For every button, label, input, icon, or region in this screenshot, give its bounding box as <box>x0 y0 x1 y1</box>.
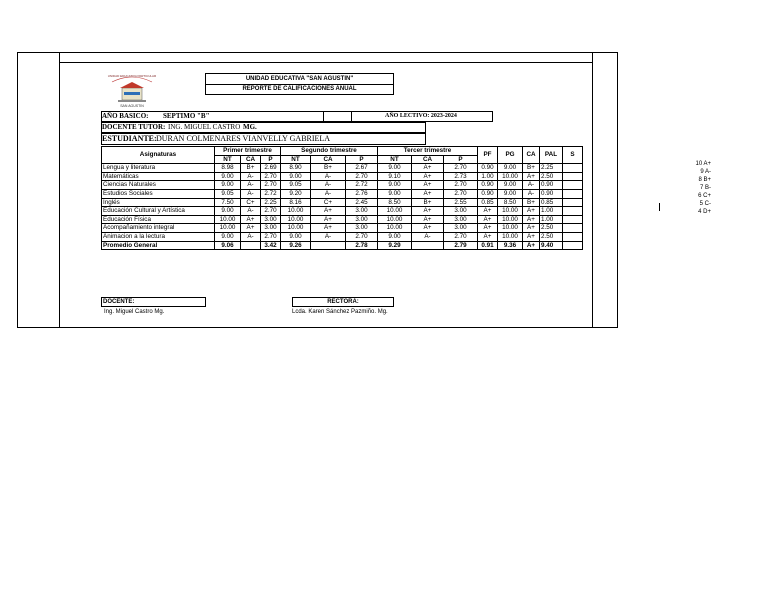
t2-nt-cell: 10.00 <box>281 207 311 216</box>
pf-header: PF <box>478 147 498 164</box>
pal-cell: 2.50 <box>540 232 563 241</box>
t1-nt-cell: 9.06 <box>215 241 241 250</box>
pal-cell: 1.00 <box>540 207 563 216</box>
t2-p-cell: 3.00 <box>346 215 378 224</box>
pf-cell: 0.91 <box>478 241 498 250</box>
pf-cell: 0.90 <box>478 164 498 173</box>
s-cell <box>563 207 583 216</box>
t1-ca-header: CA <box>241 155 261 164</box>
table-row <box>102 189 583 198</box>
t1-p-cell: 3.00 <box>261 224 281 233</box>
t2-nt-cell: 8.16 <box>281 198 311 207</box>
pal-header: PAL <box>540 147 563 164</box>
scale-marker <box>659 203 660 211</box>
t1-p-cell: 2.70 <box>261 232 281 241</box>
t2-p-cell: 2.45 <box>346 198 378 207</box>
t2-ca-cell: A- <box>311 189 346 198</box>
t1-p-cell: 2.72 <box>261 189 281 198</box>
table-row <box>102 172 583 181</box>
t3-nt-cell: 9.10 <box>378 172 412 181</box>
t2-nt-cell: 10.00 <box>281 215 311 224</box>
t2-ca-cell: C+ <box>311 198 346 207</box>
t2-p-cell: 2.67 <box>346 164 378 173</box>
t2-nt-cell: 9.26 <box>281 241 311 250</box>
t3-ca-cell: A- <box>412 232 444 241</box>
t1-nt-cell: 9.00 <box>215 172 241 181</box>
total-row <box>102 241 583 250</box>
t2-ca-cell: A- <box>311 232 346 241</box>
t3-nt-cell: 10.00 <box>378 215 412 224</box>
pg-cell: 10.00 <box>498 224 523 233</box>
t3-nt-cell: 9.00 <box>378 232 412 241</box>
t1-ca-cell: A- <box>241 232 261 241</box>
ca-final-cell: A- <box>523 189 540 198</box>
pal-cell: 0.90 <box>540 189 563 198</box>
scale-item: 7 B- <box>699 185 711 191</box>
subject-cell: Ciencias Naturales <box>102 181 215 190</box>
t2-ca-header: CA <box>311 155 346 164</box>
s-cell <box>563 198 583 207</box>
t1-p-header: P <box>261 155 281 164</box>
logo-text-top: UNIDAD EDUCATIVA PARTICULAR <box>107 74 157 78</box>
t1-ca-cell: B+ <box>241 164 261 173</box>
pg-cell: 9.00 <box>498 164 523 173</box>
t3-nt-cell: 9.29 <box>378 241 412 250</box>
t1-p-cell: 2.25 <box>261 198 281 207</box>
pg-cell: 10.00 <box>498 232 523 241</box>
scale-item: 5 C- <box>699 201 711 207</box>
subjects-header: Asignaturas <box>102 147 215 164</box>
subject-cell: Educación Cultural y Artística <box>102 207 215 216</box>
subject-cell: Estudios Sociales <box>102 189 215 198</box>
ca-final-cell: B+ <box>523 164 540 173</box>
subject-cell: Promedio General <box>102 241 215 250</box>
scale-item: 10 A+ <box>695 161 711 167</box>
report-title: REPORTE DE CALIFICACIONES ANUAL <box>205 84 394 95</box>
year-label: AÑO BASICO: <box>102 112 149 120</box>
t2-ca-cell: A- <box>311 172 346 181</box>
t3-p-cell: 2.55 <box>444 198 478 207</box>
t3-nt-cell: 9.00 <box>378 181 412 190</box>
table-row <box>102 181 583 190</box>
student-label: ESTUDIANTE: <box>102 134 157 143</box>
t2-p-header: P <box>346 155 378 164</box>
pf-cell: 0.85 <box>478 198 498 207</box>
pg-cell: 10.00 <box>498 207 523 216</box>
t2-p-cell: 2.78 <box>346 241 378 250</box>
pg-cell: 10.00 <box>498 215 523 224</box>
subject-cell: Matemáticas <box>102 172 215 181</box>
pal-cell: 9.40 <box>540 241 563 250</box>
t3-ca-cell: A+ <box>412 224 444 233</box>
t1-nt-header: NT <box>215 155 241 164</box>
report-top-line <box>59 62 593 63</box>
t3-p-cell: 2.73 <box>444 172 478 181</box>
s-cell <box>563 164 583 173</box>
grades-table <box>101 146 583 250</box>
pg-cell: 10.00 <box>498 172 523 181</box>
subject-cell: Acompañamiento integral <box>102 224 215 233</box>
school-year: AÑO LECTIVO: 2023-2024 <box>385 113 457 119</box>
t3-ca-cell: A+ <box>412 215 444 224</box>
t3-nt-cell: 8.50 <box>378 198 412 207</box>
t2-nt-cell: 9.20 <box>281 189 311 198</box>
t3-ca-cell: A+ <box>412 207 444 216</box>
t1-ca-cell: A- <box>241 181 261 190</box>
school-name: UNIDAD EDUCATIVA "SAN AGUSTIN" <box>205 73 394 85</box>
t2-nt-cell: 10.00 <box>281 224 311 233</box>
s-cell <box>563 181 583 190</box>
term-2-header: Segundo trimestre <box>281 147 378 156</box>
t1-nt-cell: 9.05 <box>215 189 241 198</box>
t1-ca-cell: A- <box>241 172 261 181</box>
t2-ca-cell: A+ <box>311 224 346 233</box>
t3-ca-cell: A+ <box>412 164 444 173</box>
t1-p-cell: 2.70 <box>261 207 281 216</box>
pal-cell: 2.50 <box>540 172 563 181</box>
t3-nt-cell: 10.00 <box>378 224 412 233</box>
tutor-value: ING. MIGUEL CASTRO <box>168 123 241 131</box>
s-cell <box>563 189 583 198</box>
t3-p-cell: 3.00 <box>444 207 478 216</box>
t1-nt-cell: 8.98 <box>215 164 241 173</box>
t1-p-cell: 2.70 <box>261 172 281 181</box>
year-value: SEPTIMO "B" <box>163 112 210 120</box>
pf-cell: A+ <box>478 232 498 241</box>
ca-final-cell: A- <box>523 181 540 190</box>
header-row-terms <box>102 147 583 156</box>
ca-final-cell: A+ <box>523 207 540 216</box>
pal-cell: 2.50 <box>540 224 563 233</box>
rector-name: Lcda. Karen Sánchez Pazmiño. Mg. <box>292 309 388 315</box>
t1-ca-cell <box>241 241 261 250</box>
t1-ca-cell: C+ <box>241 198 261 207</box>
info-divider <box>323 111 352 122</box>
table-row <box>102 207 583 216</box>
table-row <box>102 164 583 173</box>
t3-p-cell: 2.70 <box>444 164 478 173</box>
t1-ca-cell: A+ <box>241 215 261 224</box>
t3-p-cell: 3.00 <box>444 215 478 224</box>
t1-nt-cell: 10.00 <box>215 215 241 224</box>
pal-cell: 0.85 <box>540 198 563 207</box>
school-logo <box>106 74 158 110</box>
t3-ca-cell: A+ <box>412 189 444 198</box>
s-header: S <box>563 147 583 164</box>
t1-p-cell: 2.70 <box>261 181 281 190</box>
pf-cell: 0.90 <box>478 181 498 190</box>
s-cell <box>563 232 583 241</box>
t1-nt-cell: 10.00 <box>215 224 241 233</box>
grading-scale <box>681 160 711 216</box>
subject-cell: Inglés <box>102 198 215 207</box>
pf-cell: A+ <box>478 207 498 216</box>
t3-p-header: P <box>444 155 478 164</box>
t1-ca-cell: A- <box>241 207 261 216</box>
scale-item: 8 B+ <box>698 177 711 183</box>
s-cell <box>563 215 583 224</box>
scale-item: 6 C+ <box>698 193 711 199</box>
term-3-header: Tercer trimestre <box>378 147 478 156</box>
t2-ca-cell <box>311 241 346 250</box>
t2-p-cell: 2.76 <box>346 189 378 198</box>
table-row <box>102 232 583 241</box>
t3-p-cell: 3.00 <box>444 224 478 233</box>
t2-nt-cell: 8.90 <box>281 164 311 173</box>
rector-label: RECTORA: <box>292 297 394 307</box>
t3-p-cell: 2.79 <box>444 241 478 250</box>
t2-p-cell: 2.72 <box>346 181 378 190</box>
t1-nt-cell: 9.00 <box>215 207 241 216</box>
t3-nt-cell: 9.00 <box>378 189 412 198</box>
grades-body <box>102 164 583 250</box>
pg-header: PG <box>498 147 523 164</box>
s-cell <box>563 172 583 181</box>
ca-final-cell: A+ <box>523 232 540 241</box>
logo-text-bottom: SAN AGUSTIN <box>120 104 144 108</box>
t3-ca-cell: A+ <box>412 172 444 181</box>
t2-ca-cell: A- <box>311 181 346 190</box>
t3-ca-cell <box>412 241 444 250</box>
t1-nt-cell: 7.50 <box>215 198 241 207</box>
ca-final-cell: A+ <box>523 215 540 224</box>
table-row <box>102 215 583 224</box>
student-value: DURAN COLMENARES VIANVELLY GABRIELA <box>156 134 331 143</box>
t3-nt-header: NT <box>378 155 412 164</box>
pg-cell: 9.00 <box>498 189 523 198</box>
t1-ca-cell: A+ <box>241 224 261 233</box>
pal-cell: 0.90 <box>540 181 563 190</box>
t2-ca-cell: A+ <box>311 207 346 216</box>
subject-cell: Educación Física <box>102 215 215 224</box>
t3-nt-cell: 9.00 <box>378 164 412 173</box>
t2-p-cell: 3.00 <box>346 207 378 216</box>
t1-ca-cell: A- <box>241 189 261 198</box>
pf-cell: 0.90 <box>478 189 498 198</box>
t2-ca-cell: B+ <box>311 164 346 173</box>
ca-final-cell: B+ <box>523 198 540 207</box>
tutor-label: DOCENTE TUTOR: <box>102 123 166 131</box>
scale-item: 4 D+ <box>698 209 711 215</box>
ca-final-cell: A+ <box>523 172 540 181</box>
pg-cell: 8.50 <box>498 198 523 207</box>
table-row <box>102 198 583 207</box>
t3-p-cell: 2.70 <box>444 189 478 198</box>
s-cell <box>563 224 583 233</box>
t2-nt-header: NT <box>281 155 311 164</box>
ca-final-cell: A+ <box>523 241 540 250</box>
t3-ca-cell: A+ <box>412 181 444 190</box>
pg-cell: 9.36 <box>498 241 523 250</box>
t2-p-cell: 2.70 <box>346 232 378 241</box>
t2-p-cell: 2.70 <box>346 172 378 181</box>
pg-cell: 9.00 <box>498 181 523 190</box>
t1-nt-cell: 9.00 <box>215 181 241 190</box>
t3-p-cell: 2.70 <box>444 232 478 241</box>
table-row <box>102 224 583 233</box>
subject-cell: Lengua y literatura <box>102 164 215 173</box>
t1-p-cell: 3.00 <box>261 215 281 224</box>
t3-ca-cell: B+ <box>412 198 444 207</box>
t1-nt-cell: 9.00 <box>215 232 241 241</box>
term-1-header: Primer trimestre <box>215 147 281 156</box>
tutor-suffix: MG. <box>243 123 257 131</box>
t1-p-cell: 2.69 <box>261 164 281 173</box>
ca-final-header: CA <box>523 147 540 164</box>
t2-nt-cell: 9.00 <box>281 232 311 241</box>
t3-ca-header: CA <box>412 155 444 164</box>
ca-final-cell: A+ <box>523 224 540 233</box>
pf-cell: 1.00 <box>478 172 498 181</box>
t2-ca-cell: A+ <box>311 215 346 224</box>
pf-cell: A+ <box>478 215 498 224</box>
t2-nt-cell: 9.05 <box>281 181 311 190</box>
scale-item: 9 A- <box>700 169 711 175</box>
t2-nt-cell: 9.00 <box>281 172 311 181</box>
subject-cell: Animacion a la lectura <box>102 232 215 241</box>
t1-p-cell: 3.42 <box>261 241 281 250</box>
t2-p-cell: 3.00 <box>346 224 378 233</box>
pal-cell: 2.25 <box>540 164 563 173</box>
t3-nt-cell: 10.00 <box>378 207 412 216</box>
teacher-name: Ing. Miguel Castro Mg. <box>104 309 165 315</box>
t3-p-cell: 2.70 <box>444 181 478 190</box>
teacher-label: DOCENTE: <box>101 297 206 307</box>
pal-cell: 1.00 <box>540 215 563 224</box>
pf-cell: A+ <box>478 224 498 233</box>
s-cell <box>563 241 583 250</box>
